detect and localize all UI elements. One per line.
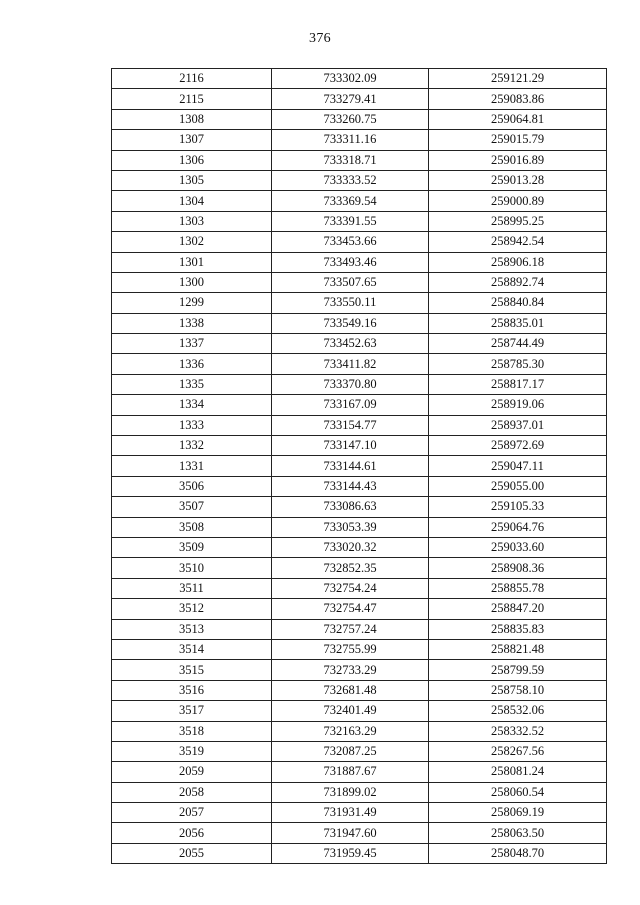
y-coordinate-cell: 258908.36	[429, 558, 607, 578]
y-coordinate-cell: 259105.33	[429, 497, 607, 517]
x-coordinate-cell: 733311.16	[272, 130, 429, 150]
y-coordinate-cell: 258785.30	[429, 354, 607, 374]
table-row	[112, 741, 607, 761]
table-row	[112, 782, 607, 802]
y-coordinate-cell: 259064.76	[429, 517, 607, 537]
point-number-cell: 3517	[112, 701, 272, 721]
table-row	[112, 313, 607, 333]
x-coordinate-cell: 733144.43	[272, 476, 429, 496]
table-row	[112, 436, 607, 456]
table-row	[112, 334, 607, 354]
point-number-cell: 3511	[112, 578, 272, 598]
point-number-cell: 1302	[112, 232, 272, 252]
table-row	[112, 130, 607, 150]
table-row	[112, 619, 607, 639]
x-coordinate-cell: 733144.61	[272, 456, 429, 476]
point-number-cell: 1301	[112, 252, 272, 272]
x-coordinate-cell: 733452.63	[272, 334, 429, 354]
x-coordinate-cell: 733260.75	[272, 109, 429, 129]
y-coordinate-cell: 258892.74	[429, 272, 607, 292]
y-coordinate-cell: 258937.01	[429, 415, 607, 435]
point-number-cell: 1303	[112, 211, 272, 231]
table-row	[112, 252, 607, 272]
y-coordinate-cell: 258267.56	[429, 741, 607, 761]
x-coordinate-cell: 733167.09	[272, 395, 429, 415]
point-number-cell: 1304	[112, 191, 272, 211]
y-coordinate-cell: 258048.70	[429, 843, 607, 863]
x-coordinate-cell: 733086.63	[272, 497, 429, 517]
y-coordinate-cell: 259000.89	[429, 191, 607, 211]
x-coordinate-cell: 732755.99	[272, 639, 429, 659]
y-coordinate-cell: 258817.17	[429, 374, 607, 394]
y-coordinate-cell: 259083.86	[429, 89, 607, 109]
y-coordinate-cell: 258942.54	[429, 232, 607, 252]
y-coordinate-cell: 258758.10	[429, 680, 607, 700]
point-number-cell: 3518	[112, 721, 272, 741]
x-coordinate-cell: 733507.65	[272, 272, 429, 292]
point-number-cell: 2115	[112, 89, 272, 109]
table-row	[112, 537, 607, 557]
table-row	[112, 558, 607, 578]
table-row	[112, 639, 607, 659]
point-number-cell: 1338	[112, 313, 272, 333]
y-coordinate-cell: 258081.24	[429, 762, 607, 782]
x-coordinate-cell: 732163.29	[272, 721, 429, 741]
y-coordinate-cell: 258799.59	[429, 660, 607, 680]
point-number-cell: 1336	[112, 354, 272, 374]
point-number-cell: 2116	[112, 69, 272, 89]
point-number-cell: 1337	[112, 334, 272, 354]
point-number-cell: 1331	[112, 456, 272, 476]
x-coordinate-cell: 733154.77	[272, 415, 429, 435]
table-row	[112, 456, 607, 476]
y-coordinate-cell: 258069.19	[429, 803, 607, 823]
y-coordinate-cell: 258532.06	[429, 701, 607, 721]
table-row	[112, 211, 607, 231]
y-coordinate-cell: 258821.48	[429, 639, 607, 659]
y-coordinate-cell: 258847.20	[429, 599, 607, 619]
point-number-cell: 2056	[112, 823, 272, 843]
y-coordinate-cell: 259055.00	[429, 476, 607, 496]
x-coordinate-cell: 733020.32	[272, 537, 429, 557]
x-coordinate-cell: 732754.47	[272, 599, 429, 619]
x-coordinate-cell: 733369.54	[272, 191, 429, 211]
y-coordinate-cell: 258063.50	[429, 823, 607, 843]
table-row	[112, 415, 607, 435]
x-coordinate-cell: 731947.60	[272, 823, 429, 843]
point-number-cell: 3506	[112, 476, 272, 496]
x-coordinate-cell: 732733.29	[272, 660, 429, 680]
point-number-cell: 1333	[112, 415, 272, 435]
x-coordinate-cell: 733493.46	[272, 252, 429, 272]
coordinates-table	[111, 68, 607, 864]
point-number-cell: 2058	[112, 782, 272, 802]
y-coordinate-cell: 258332.52	[429, 721, 607, 741]
point-number-cell: 3516	[112, 680, 272, 700]
x-coordinate-cell: 732852.35	[272, 558, 429, 578]
y-coordinate-cell: 259016.89	[429, 150, 607, 170]
x-coordinate-cell: 733550.11	[272, 293, 429, 313]
y-coordinate-cell: 258906.18	[429, 252, 607, 272]
table-row	[112, 497, 607, 517]
point-number-cell: 1308	[112, 109, 272, 129]
x-coordinate-cell: 731899.02	[272, 782, 429, 802]
table-row	[112, 150, 607, 170]
y-coordinate-cell: 258855.78	[429, 578, 607, 598]
table-row	[112, 599, 607, 619]
x-coordinate-cell: 733333.52	[272, 170, 429, 190]
x-coordinate-cell: 733411.82	[272, 354, 429, 374]
x-coordinate-cell: 732681.48	[272, 680, 429, 700]
point-number-cell: 1335	[112, 374, 272, 394]
table-row	[112, 517, 607, 537]
point-number-cell: 3513	[112, 619, 272, 639]
x-coordinate-cell: 731959.45	[272, 843, 429, 863]
y-coordinate-cell: 258744.49	[429, 334, 607, 354]
point-number-cell: 1307	[112, 130, 272, 150]
table-row	[112, 293, 607, 313]
x-coordinate-cell: 731887.67	[272, 762, 429, 782]
table-row	[112, 191, 607, 211]
table-row	[112, 660, 607, 680]
x-coordinate-cell: 733302.09	[272, 69, 429, 89]
table-row	[112, 170, 607, 190]
y-coordinate-cell: 258995.25	[429, 211, 607, 231]
x-coordinate-cell: 732754.24	[272, 578, 429, 598]
y-coordinate-cell: 258835.01	[429, 313, 607, 333]
point-number-cell: 1306	[112, 150, 272, 170]
point-number-cell: 2059	[112, 762, 272, 782]
y-coordinate-cell: 259047.11	[429, 456, 607, 476]
x-coordinate-cell: 732401.49	[272, 701, 429, 721]
point-number-cell: 1305	[112, 170, 272, 190]
page-number: 376	[309, 31, 331, 46]
point-number-cell: 3507	[112, 497, 272, 517]
coordinates-table-body	[112, 69, 607, 864]
point-number-cell: 3512	[112, 599, 272, 619]
x-coordinate-cell: 733370.80	[272, 374, 429, 394]
x-coordinate-cell: 733549.16	[272, 313, 429, 333]
y-coordinate-cell: 259015.79	[429, 130, 607, 150]
point-number-cell: 1300	[112, 272, 272, 292]
x-coordinate-cell: 733391.55	[272, 211, 429, 231]
x-coordinate-cell: 733453.66	[272, 232, 429, 252]
table-row	[112, 680, 607, 700]
table-row	[112, 374, 607, 394]
y-coordinate-cell: 258840.84	[429, 293, 607, 313]
point-number-cell: 1299	[112, 293, 272, 313]
x-coordinate-cell: 732087.25	[272, 741, 429, 761]
table-row	[112, 843, 607, 863]
y-coordinate-cell: 259013.28	[429, 170, 607, 190]
x-coordinate-cell: 733318.71	[272, 150, 429, 170]
x-coordinate-cell: 733053.39	[272, 517, 429, 537]
y-coordinate-cell: 259064.81	[429, 109, 607, 129]
table-row	[112, 803, 607, 823]
x-coordinate-cell: 733147.10	[272, 436, 429, 456]
y-coordinate-cell: 259121.29	[429, 69, 607, 89]
table-row	[112, 232, 607, 252]
point-number-cell: 2057	[112, 803, 272, 823]
y-coordinate-cell: 259033.60	[429, 537, 607, 557]
point-number-cell: 2055	[112, 843, 272, 863]
y-coordinate-cell: 258060.54	[429, 782, 607, 802]
point-number-cell: 3519	[112, 741, 272, 761]
point-number-cell: 1334	[112, 395, 272, 415]
point-number-cell: 3508	[112, 517, 272, 537]
table-row	[112, 578, 607, 598]
table-row	[112, 272, 607, 292]
table-row	[112, 395, 607, 415]
x-coordinate-cell: 732757.24	[272, 619, 429, 639]
table-row	[112, 823, 607, 843]
point-number-cell: 3515	[112, 660, 272, 680]
y-coordinate-cell: 258972.69	[429, 436, 607, 456]
table-row	[112, 354, 607, 374]
x-coordinate-cell: 731931.49	[272, 803, 429, 823]
table-row	[112, 476, 607, 496]
point-number-cell: 3514	[112, 639, 272, 659]
y-coordinate-cell: 258835.83	[429, 619, 607, 639]
table-row	[112, 69, 607, 89]
table-row	[112, 721, 607, 741]
point-number-cell: 3510	[112, 558, 272, 578]
table-row	[112, 89, 607, 109]
table-row	[112, 762, 607, 782]
point-number-cell: 1332	[112, 436, 272, 456]
point-number-cell: 3509	[112, 537, 272, 557]
table-row	[112, 109, 607, 129]
table-row	[112, 701, 607, 721]
y-coordinate-cell: 258919.06	[429, 395, 607, 415]
x-coordinate-cell: 733279.41	[272, 89, 429, 109]
